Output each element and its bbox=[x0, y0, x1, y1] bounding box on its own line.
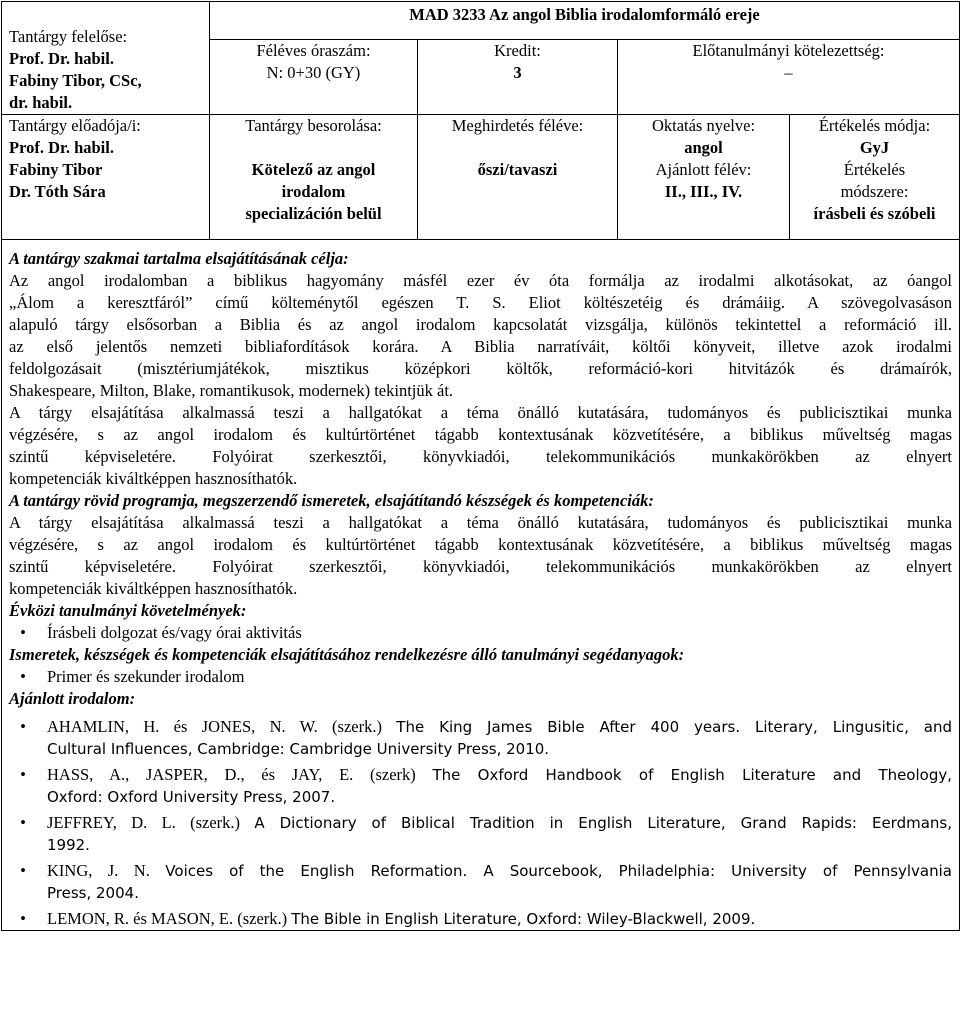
reference-title: The Oxford Handbook of English Literature and Theology, bbox=[432, 766, 952, 784]
literature-list bbox=[9, 716, 952, 930]
goal-line: szintű képviseletére. Folyóirat szerkesztői, könyvkiadói, telekommunikációs munkakörökben az elnyert bbox=[9, 447, 952, 466]
bullet-icon: • bbox=[20, 765, 26, 784]
body-row bbox=[2, 240, 960, 931]
lecturer-label: Tantárgy előadója/i: bbox=[9, 116, 141, 135]
list-item bbox=[20, 908, 952, 930]
responsible-name-line: Prof. Dr. habil. bbox=[9, 49, 114, 68]
assessment-cell bbox=[790, 115, 960, 240]
goal-line: Shakespeare, Milton, Blake, romantikusok, modernek) tekintjük át. bbox=[9, 381, 454, 400]
bullet-icon: • bbox=[20, 909, 26, 928]
responsible-cell bbox=[2, 2, 210, 115]
credit-value: 3 bbox=[513, 63, 522, 82]
lecturer-name-line: Fabiny Tibor bbox=[9, 160, 103, 179]
reference-title: Press, 2004. bbox=[47, 884, 139, 902]
requirement-text: Írásbeli dolgozat és/vagy órai aktivitás bbox=[47, 623, 302, 642]
lecturer-name-line: Prof. Dr. habil. bbox=[9, 138, 114, 157]
list-item bbox=[20, 764, 952, 808]
materials-heading: Ismeretek, készségek és kompetenciák elsajátításához rendelkezésre álló tanulmányi segédanyagok: bbox=[9, 645, 685, 664]
language-value: angol bbox=[684, 138, 723, 157]
assessment-value: GyJ bbox=[859, 138, 890, 157]
bullet-icon: • bbox=[20, 717, 26, 736]
course-body-cell bbox=[2, 240, 960, 931]
reference-authors: HASS, A., JASPER, D., és JAY, E. (szerk) bbox=[47, 765, 433, 784]
header-row-1 bbox=[2, 2, 960, 40]
list-item bbox=[20, 812, 952, 856]
reference-title: The King James Bible After 400 years. Literary, Lingusitic, and bbox=[396, 718, 952, 736]
hours-cell bbox=[210, 40, 418, 115]
assessment-method-label: Értékelés bbox=[843, 160, 906, 179]
prereq-value: – bbox=[784, 63, 793, 82]
program-line: A tárgy elsajátítása alkalmassá teszi a hallgatókat a téma önálló kutatására, tudományos és publicisztikai munka bbox=[9, 513, 952, 532]
reference-title: A Dictionary of Biblical Tradition in English Literature, Grand Rapids: Eerdmans, bbox=[254, 814, 952, 832]
reference-authors: AHAMLIN, H. és JONES, N. W. (szerk.) bbox=[47, 717, 397, 736]
goal-line: alapuló tárgy elsősorban a Biblia és az angol irodalom kapcsolatát vizsgálja, különös tekintettel a reformáció ill. bbox=[9, 315, 952, 334]
goal-line: A tárgy elsajátítása alkalmassá teszi a hallgatókat a téma önálló kutatására, tudományos és publicisztikai munka bbox=[9, 403, 952, 422]
material-text: Primer és szekunder irodalom bbox=[47, 667, 245, 686]
bullet-icon: • bbox=[20, 623, 26, 642]
reference-title: Oxford: Oxford University Press, 2007. bbox=[47, 788, 336, 806]
recommended-value: II., III., IV. bbox=[664, 182, 743, 201]
hours-label: Féléves óraszám: bbox=[256, 41, 371, 60]
responsible-label: Tantárgy felelőse: bbox=[9, 27, 128, 46]
goal-line: „Álom a keresztfáról” című költeménytől egészen T. S. Eliot költészetéig és drámáiig. A szövegolvasáson bbox=[9, 293, 952, 312]
course-title: MAD 3233 Az angol Biblia irodalomformáló ereje bbox=[409, 5, 760, 24]
responsible-name-line: Fabiny Tibor, CSc, bbox=[9, 71, 142, 90]
credit-label: Kredit: bbox=[494, 41, 541, 60]
program-heading: A tantárgy rövid programja, megszerzendő ismeretek, elsajátítandó készségek és kompetenciák: bbox=[9, 491, 654, 510]
prereq-label: Előtanulmányi kötelezettség: bbox=[692, 41, 885, 60]
reference-title: Cultural Influences, Cambridge: Cambridge University Press, 2010. bbox=[47, 740, 550, 758]
semester-cell bbox=[418, 115, 618, 240]
goal-line: feldolgozásait (misztériumjátékok, misztikus középkori költők, reformáció-kori hitvitázók és drámaírók, bbox=[9, 359, 952, 378]
list-item bbox=[20, 716, 952, 760]
language-label: Oktatás nyelve: bbox=[651, 116, 756, 135]
lecturer-name-line: Dr. Tóth Sára bbox=[9, 182, 106, 201]
program-line: végzésére, s az angol irodalom és kultúrtörténet tágabb kontextusának közvetítésére, a biblikus műveltség magas bbox=[9, 535, 952, 554]
reference-title: Voices of the English Reformation. A Sourcebook, Philadelphia: University of Pennsylvania bbox=[165, 862, 952, 880]
language-cell bbox=[618, 115, 790, 240]
classification-value-line: Kötelező az angol bbox=[251, 160, 376, 179]
classification-label: Tantárgy besorolása: bbox=[245, 116, 382, 135]
requirements-heading: Évközi tanulmányi követelmények: bbox=[9, 601, 247, 620]
lecturer-cell bbox=[2, 115, 210, 240]
program-line: kompetenciák kiváltképpen hasznosíthatók. bbox=[9, 579, 298, 598]
reference-authors: KING, J. N. bbox=[47, 861, 166, 880]
list-item bbox=[20, 860, 952, 904]
goal-line: végzésére, s az angol irodalom és kultúrtörténet tágabb kontextusának közvetítésére, a biblikus műveltség magas bbox=[9, 425, 952, 444]
assessment-method-value: írásbeli és szóbeli bbox=[813, 204, 936, 223]
reference-authors: JEFFREY, D. L. (szerk.) bbox=[47, 813, 255, 832]
prereq-cell bbox=[618, 40, 960, 115]
recommended-label: Ajánlott félév: bbox=[655, 160, 752, 179]
list-item bbox=[20, 622, 952, 644]
requirements-list bbox=[9, 622, 952, 644]
materials-list bbox=[9, 666, 952, 688]
reference-authors: LEMON, R. és MASON, E. (szerk.) bbox=[47, 909, 292, 928]
goal-line: Az angol irodalomban a biblikus hagyomány másfél ezer év óta formálja az irodalmi alkotásokat, az óangol bbox=[9, 271, 952, 290]
list-item bbox=[20, 666, 952, 688]
course-sheet bbox=[1, 1, 960, 931]
semester-label: Meghirdetés féléve: bbox=[451, 116, 584, 135]
reference-title: 1992. bbox=[47, 836, 90, 854]
responsible-name-line: dr. habil. bbox=[9, 93, 73, 112]
goal-heading: A tantárgy szakmai tartalma elsajátításának célja: bbox=[9, 249, 349, 268]
semester-value: őszi/tavaszi bbox=[477, 160, 558, 179]
credit-cell bbox=[418, 40, 618, 115]
goal-line: az első jelentős nemzeti bibliafordítások korára. A Biblia narratíváit, költői könyveit, illetve azok irodalmi bbox=[9, 337, 952, 356]
classification-cell bbox=[210, 115, 418, 240]
classification-value-line: irodalom bbox=[281, 182, 346, 201]
program-line: szintű képviseletére. Folyóirat szerkesztői, könyvkiadói, telekommunikációs munkakörökben az elnyert bbox=[9, 557, 952, 576]
assessment-method-label: módszere: bbox=[840, 182, 909, 201]
hours-value: N: 0+30 (GY) bbox=[266, 63, 361, 82]
goal-line: kompetenciák kiváltképpen hasznosíthatók. bbox=[9, 469, 298, 488]
bullet-icon: • bbox=[20, 667, 26, 686]
bullet-icon: • bbox=[20, 861, 26, 880]
header-row-3 bbox=[2, 115, 960, 240]
course-title-cell bbox=[210, 2, 960, 40]
literature-heading: Ajánlott irodalom: bbox=[9, 689, 136, 708]
bullet-icon: • bbox=[20, 813, 26, 832]
assessment-label: Értékelés módja: bbox=[818, 116, 931, 135]
classification-value-line: specializáción belül bbox=[245, 204, 382, 223]
reference-title: The Bible in English Literature, Oxford: Wiley-Blackwell, 2009. bbox=[291, 910, 756, 928]
